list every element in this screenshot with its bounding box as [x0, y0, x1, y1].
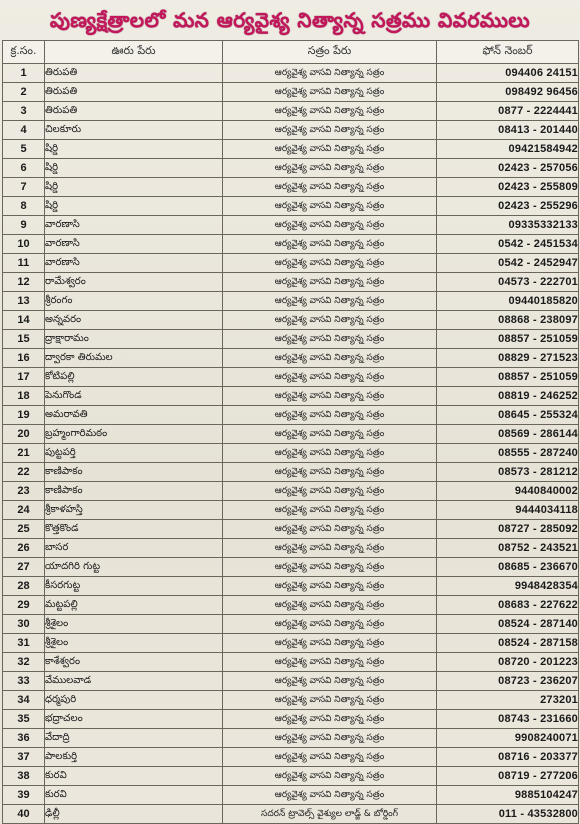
header-phone: ఫోన్ నెంబర్	[437, 41, 579, 64]
cell-satram: ఆర్యవైశ్య వాసవి నిత్యాన్న సత్రం	[223, 292, 437, 311]
cell-phone: 9908240071	[437, 729, 579, 748]
cell-place: షిర్డి	[45, 178, 223, 197]
cell-satram: ఆర్యవైశ్య వాసవి నిత్యాన్న సత్రం	[223, 615, 437, 634]
cell-place: తిరుపతి	[45, 64, 223, 83]
cell-sno: 2	[3, 83, 45, 102]
cell-place: కాణిపాకం	[45, 482, 223, 501]
table-row	[3, 159, 579, 178]
cell-phone: 08752 - 243521	[437, 539, 579, 558]
cell-sno: 30	[3, 615, 45, 634]
cell-place: తిరుపతి	[45, 83, 223, 102]
cell-place: అన్నవరం	[45, 311, 223, 330]
cell-phone: 011 - 43532800	[437, 805, 579, 824]
cell-sno: 8	[3, 197, 45, 216]
cell-satram: ఆర్యవైశ్య వాసవి నిత్యాన్న సత్రం	[223, 311, 437, 330]
cell-sno: 17	[3, 368, 45, 387]
cell-sno: 40	[3, 805, 45, 824]
table-row	[3, 463, 579, 482]
cell-satram: ఆర్యవైశ్య వాసవి నిత్యాన్న సత్రం	[223, 767, 437, 786]
cell-sno: 18	[3, 387, 45, 406]
cell-phone: 08727 - 285092	[437, 520, 579, 539]
table-row	[3, 387, 579, 406]
table-row	[3, 349, 579, 368]
table-row	[3, 292, 579, 311]
cell-place: యాదగిరి గుట్ట	[45, 558, 223, 577]
cell-phone: 08720 - 201223	[437, 653, 579, 672]
cell-satram: ఆర్యవైశ్య వాసవి నిత్యాన్న సత్రం	[223, 748, 437, 767]
cell-phone: 9948428354	[437, 577, 579, 596]
cell-phone: 9444034118	[437, 501, 579, 520]
cell-place: కాణిపాకం	[45, 463, 223, 482]
cell-satram: ఆర్యవైశ్య వాసవి నిత్యాన్న సత్రం	[223, 387, 437, 406]
cell-phone: 08683 - 227622	[437, 596, 579, 615]
cell-place: షిర్డి	[45, 159, 223, 178]
cell-phone: 08857 - 251059	[437, 368, 579, 387]
cell-phone: 08723 - 236207	[437, 672, 579, 691]
cell-place: భద్రాచలం	[45, 710, 223, 729]
cell-place: శ్రీకాళహస్తి	[45, 501, 223, 520]
cell-sno: 15	[3, 330, 45, 349]
cell-satram: ఆర్యవైశ్య వాసవి నిత్యాన్న సత్రం	[223, 64, 437, 83]
cell-place: చిలకూరు	[45, 121, 223, 140]
cell-sno: 9	[3, 216, 45, 235]
cell-phone: 098492 96456	[437, 83, 579, 102]
cell-satram: ఆర్యవైశ్య వాసవి నిత్యాన్న సత్రం	[223, 197, 437, 216]
cell-satram: ఆర్యవైశ్య వాసవి నిత్యాన్న సత్రం	[223, 425, 437, 444]
cell-place: షిర్డి	[45, 197, 223, 216]
cell-satram: ఆర్యవైశ్య వాసవి నిత్యాన్న సత్రం	[223, 83, 437, 102]
cell-satram: ఆర్యవైశ్య వాసవి నిత్యాన్న సత్రం	[223, 178, 437, 197]
cell-place: వారణాసి	[45, 216, 223, 235]
cell-place: బాసర	[45, 539, 223, 558]
table-row	[3, 767, 579, 786]
table-row	[3, 311, 579, 330]
cell-place: కురవి	[45, 767, 223, 786]
cell-sno: 23	[3, 482, 45, 501]
cell-sno: 11	[3, 254, 45, 273]
cell-satram: ఆర్యవైశ్య వాసవి నిత్యాన్న సత్రం	[223, 368, 437, 387]
table-row	[3, 83, 579, 102]
cell-satram: ఆర్యవైశ్య వాసవి నిత్యాన్న సత్రం	[223, 330, 437, 349]
cell-phone: 08829 - 271523	[437, 349, 579, 368]
cell-phone: 02423 - 257056	[437, 159, 579, 178]
cell-phone: 08743 - 231660	[437, 710, 579, 729]
cell-satram: ఆర్యవైశ్య వాసవి నిత్యాన్న సత్రం	[223, 634, 437, 653]
cell-sno: 27	[3, 558, 45, 577]
table-row	[3, 102, 579, 121]
cell-satram: ఆర్యవైశ్య వాసవి నిత్యాన్న సత్రం	[223, 235, 437, 254]
table-row	[3, 805, 579, 824]
table-row	[3, 691, 579, 710]
cell-satram: ఆర్యవైశ్య వాసవి నిత్యాన్న సత్రం	[223, 444, 437, 463]
cell-phone: 273201	[437, 691, 579, 710]
cell-sno: 25	[3, 520, 45, 539]
cell-sno: 22	[3, 463, 45, 482]
cell-phone: 9440840002	[437, 482, 579, 501]
cell-satram: ఆర్యవైశ్య వాసవి నిత్యాన్న సత్రం	[223, 216, 437, 235]
table-row	[3, 653, 579, 672]
cell-place: పాలకుర్తి	[45, 748, 223, 767]
cell-place: వారణాసి	[45, 235, 223, 254]
cell-place: వారణాసి	[45, 254, 223, 273]
cell-place: పుట్టపర్తి	[45, 444, 223, 463]
cell-phone: 09335332133	[437, 216, 579, 235]
cell-sno: 12	[3, 273, 45, 292]
cell-sno: 5	[3, 140, 45, 159]
cell-phone: 09421584942	[437, 140, 579, 159]
cell-place: కోటిపల్లి	[45, 368, 223, 387]
table-row	[3, 482, 579, 501]
table-row	[3, 406, 579, 425]
cell-satram: ఆర్యవైశ్య వాసవి నిత్యాన్న సత్రం	[223, 520, 437, 539]
cell-sno: 7	[3, 178, 45, 197]
cell-phone: 02423 - 255296	[437, 197, 579, 216]
cell-phone: 08719 - 277206	[437, 767, 579, 786]
table-row	[3, 748, 579, 767]
cell-sno: 34	[3, 691, 45, 710]
cell-place: కొత్తకొండ	[45, 520, 223, 539]
cell-sno: 29	[3, 596, 45, 615]
cell-satram: ఆర్యవైశ్య వాసవి నిత్యాన్న సత్రం	[223, 672, 437, 691]
table-row	[3, 539, 579, 558]
cell-sno: 36	[3, 729, 45, 748]
table-row	[3, 520, 579, 539]
table-row	[3, 425, 579, 444]
cell-place: మట్టపల్లి	[45, 596, 223, 615]
header-satram: సత్రం పేరు	[223, 41, 437, 64]
cell-phone: 0542 - 2452947	[437, 254, 579, 273]
cell-phone: 02423 - 255809	[437, 178, 579, 197]
cell-sno: 13	[3, 292, 45, 311]
header-place: ఊరు పేరు	[45, 41, 223, 64]
cell-phone: 08685 - 236670	[437, 558, 579, 577]
cell-place: శ్రీరంగం	[45, 292, 223, 311]
table-row	[3, 254, 579, 273]
cell-place: తిరుపతి	[45, 102, 223, 121]
table-row	[3, 121, 579, 140]
cell-sno: 19	[3, 406, 45, 425]
table-row	[3, 330, 579, 349]
cell-sno: 31	[3, 634, 45, 653]
cell-satram: ఆర్యవైశ్య వాసవి నిత్యాన్న సత్రం	[223, 691, 437, 710]
cell-sno: 10	[3, 235, 45, 254]
cell-sno: 1	[3, 64, 45, 83]
cell-sno: 16	[3, 349, 45, 368]
cell-phone: 08413 - 201440	[437, 121, 579, 140]
table-body	[3, 64, 579, 824]
cell-phone: 9885104247	[437, 786, 579, 805]
cell-place: ఢిల్లీ	[45, 805, 223, 824]
table-row	[3, 786, 579, 805]
cell-phone: 08524 - 287158	[437, 634, 579, 653]
cell-phone: 094406 24151	[437, 64, 579, 83]
cell-sno: 21	[3, 444, 45, 463]
cell-phone: 08857 - 251059	[437, 330, 579, 349]
cell-phone: 0542 - 2451534	[437, 235, 579, 254]
cell-sno: 26	[3, 539, 45, 558]
cell-sno: 35	[3, 710, 45, 729]
table-row	[3, 368, 579, 387]
cell-place: ద్రాక్షారామం	[45, 330, 223, 349]
cell-phone: 08819 - 246252	[437, 387, 579, 406]
cell-sno: 38	[3, 767, 45, 786]
cell-satram: ఆర్యవైశ్య వాసవి నిత్యాన్న సత్రం	[223, 121, 437, 140]
table-row	[3, 558, 579, 577]
table-row	[3, 672, 579, 691]
cell-satram: ఆర్యవైశ్య వాసవి నిత్యాన్న సత్రం	[223, 349, 437, 368]
cell-place: వేములవాడ	[45, 672, 223, 691]
cell-satram: ఆర్యవైశ్య వాసవి నిత్యాన్న సత్రం	[223, 786, 437, 805]
table-row	[3, 235, 579, 254]
cell-sno: 33	[3, 672, 45, 691]
cell-satram: ఆర్యవైశ్య వాసవి నిత్యాన్న సత్రం	[223, 159, 437, 178]
cell-sno: 39	[3, 786, 45, 805]
cell-place: పెనుగొండ	[45, 387, 223, 406]
cell-phone: 09440185820	[437, 292, 579, 311]
cell-sno: 20	[3, 425, 45, 444]
cell-phone: 0877 - 2224441	[437, 102, 579, 121]
table-row	[3, 178, 579, 197]
cell-place: ధర్మపురి	[45, 691, 223, 710]
cell-satram: ఆర్యవైశ్య వాసవి నిత్యాన్న సత్రం	[223, 501, 437, 520]
table-row	[3, 501, 579, 520]
satram-table	[2, 40, 579, 824]
cell-satram: ఆర్యవైశ్య వాసవి నిత్యాన్న సత్రం	[223, 539, 437, 558]
cell-place: కురవి	[45, 786, 223, 805]
cell-sno: 32	[3, 653, 45, 672]
cell-satram: ఆర్యవైశ్య వాసవి నిత్యాన్న సత్రం	[223, 653, 437, 672]
table-header-row	[3, 41, 579, 64]
cell-sno: 6	[3, 159, 45, 178]
header-sno: క్ర.సం.	[3, 41, 45, 64]
cell-satram: ఆర్యవైశ్య వాసవి నిత్యాన్న సత్రం	[223, 729, 437, 748]
table-row	[3, 729, 579, 748]
cell-place: రామేశ్వరం	[45, 273, 223, 292]
cell-place: అమరావతి	[45, 406, 223, 425]
cell-satram: ఆర్యవైశ్య వాసవి నిత్యాన్న సత్రం	[223, 463, 437, 482]
table-row	[3, 634, 579, 653]
table-row	[3, 273, 579, 292]
cell-place: శ్రీశైలం	[45, 634, 223, 653]
table-row	[3, 615, 579, 634]
cell-phone: 08716 - 203377	[437, 748, 579, 767]
cell-satram: ఆర్యవైశ్య వాసవి నిత్యాన్న సత్రం	[223, 558, 437, 577]
cell-satram: ఆర్యవైశ్య వాసవి నిత్యాన్న సత్రం	[223, 254, 437, 273]
table-row	[3, 216, 579, 235]
cell-satram: ఆర్యవైశ్య వాసవి నిత్యాన్న సత్రం	[223, 140, 437, 159]
table-row	[3, 444, 579, 463]
cell-satram: ఆర్యవైశ్య వాసవి నిత్యాన్న సత్రం	[223, 710, 437, 729]
cell-phone: 08645 - 255324	[437, 406, 579, 425]
cell-satram: ఆర్యవైశ్య వాసవి నిత్యాన్న సత్రం	[223, 482, 437, 501]
cell-place: కాశేశ్వరం	[45, 653, 223, 672]
cell-satram: ఆర్యవైశ్య వాసవి నిత్యాన్న సత్రం	[223, 577, 437, 596]
cell-phone: 08573 - 281212	[437, 463, 579, 482]
cell-phone: 08868 - 238097	[437, 311, 579, 330]
cell-satram: ఆర్యవైశ్య వాసవి నిత్యాన్న సత్రం	[223, 273, 437, 292]
cell-sno: 14	[3, 311, 45, 330]
page-title: పుణ్యక్షేత్రాలలో మన ఆర్యవైశ్య నిత్యాన్న సత్రము వివరములు	[49, 8, 531, 32]
table-row	[3, 64, 579, 83]
table-row	[3, 596, 579, 615]
cell-satram: సదరన్ ట్రావెల్స్ వైశ్యుల లాడ్జ్ & బోర్డింగ్	[223, 805, 437, 824]
cell-satram: ఆర్యవైశ్య వాసవి నిత్యాన్న సత్రం	[223, 596, 437, 615]
cell-sno: 24	[3, 501, 45, 520]
table-row	[3, 577, 579, 596]
cell-place: శ్రీశైలం	[45, 615, 223, 634]
cell-sno: 37	[3, 748, 45, 767]
cell-phone: 04573 - 222701	[437, 273, 579, 292]
cell-sno: 4	[3, 121, 45, 140]
cell-satram: ఆర్యవైశ్య వాసవి నిత్యాన్న సత్రం	[223, 406, 437, 425]
cell-satram: ఆర్యవైశ్య వాసవి నిత్యాన్న సత్రం	[223, 102, 437, 121]
cell-phone: 08524 - 287140	[437, 615, 579, 634]
cell-place: కీసరగుట్ట	[45, 577, 223, 596]
table-row	[3, 197, 579, 216]
cell-phone: 08569 - 286144	[437, 425, 579, 444]
cell-place: బ్రహ్మంగారిమఠం	[45, 425, 223, 444]
cell-sno: 3	[3, 102, 45, 121]
cell-sno: 28	[3, 577, 45, 596]
cell-phone: 08555 - 287240	[437, 444, 579, 463]
cell-place: ద్వారకా తిరుమల	[45, 349, 223, 368]
table-row	[3, 140, 579, 159]
table-row	[3, 710, 579, 729]
cell-place: షిర్డి	[45, 140, 223, 159]
cell-place: వేదాద్రి	[45, 729, 223, 748]
